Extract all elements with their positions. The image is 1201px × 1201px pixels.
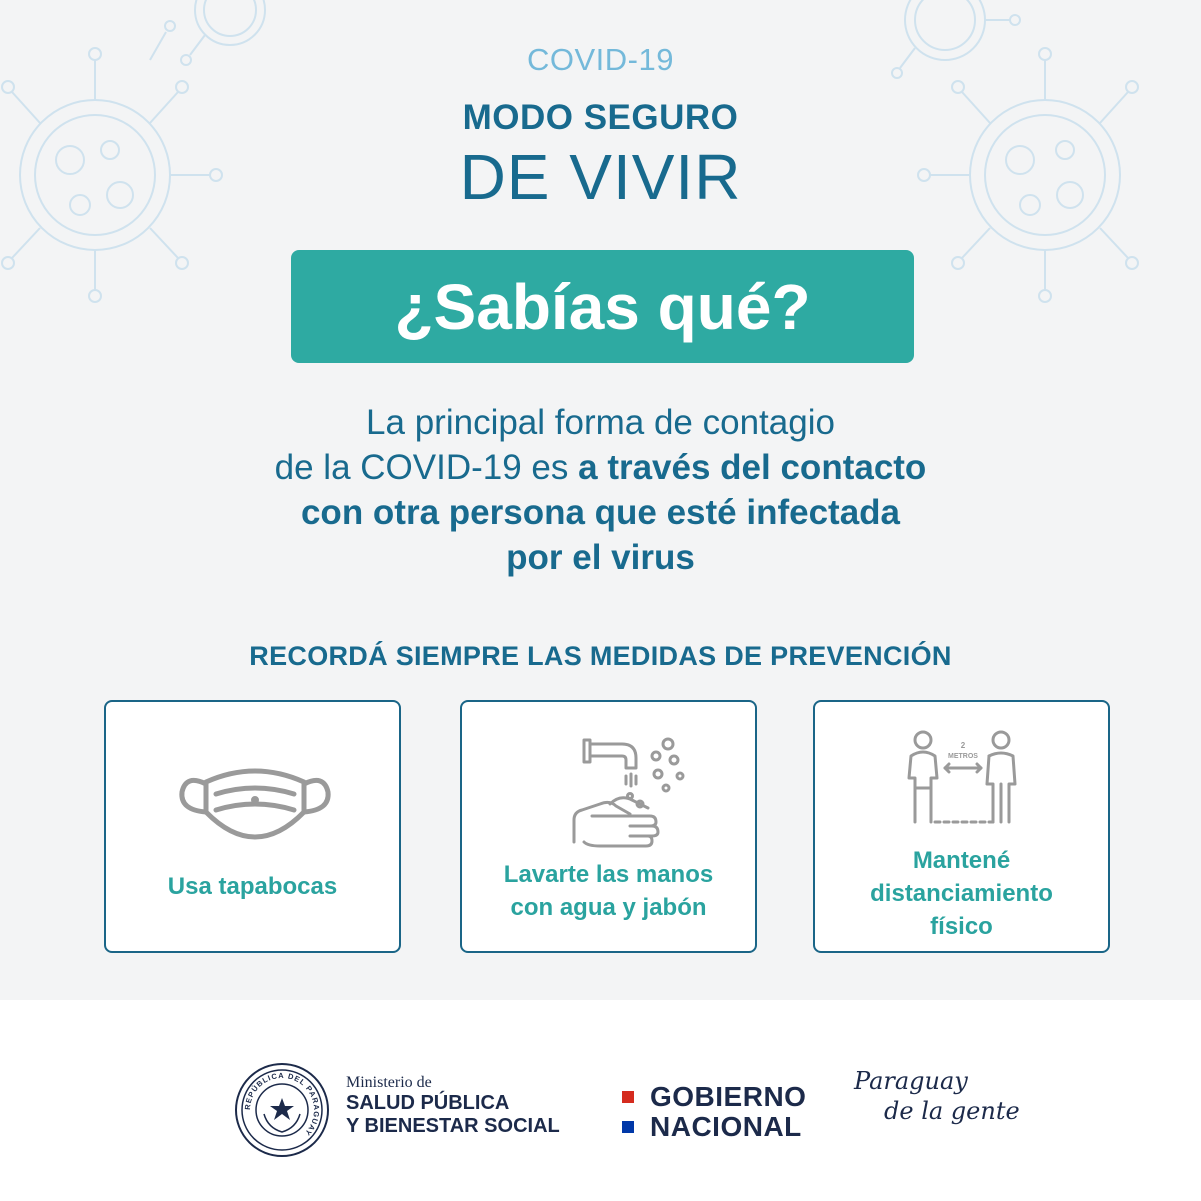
prevention-card-distance [813,700,1110,953]
message-line-1: La principal forma de contagio [366,403,835,442]
distance-unit: METROS [948,753,978,760]
prevention-heading: RECORDÁ SIEMPRE LAS MEDIDAS DE PREVENCIÓN [249,641,952,671]
seal-text: REPÚBLICA DEL PARAGUAY [242,1070,322,1138]
card-caption [815,844,1108,943]
ministry-small-text: Ministerio de [346,1074,432,1091]
card-caption [462,858,755,924]
message-line-2-regular: de la COVID-19 es [274,448,579,487]
paraguay-de-la-gente-logo [854,1066,1020,1126]
red-square-icon [622,1091,634,1103]
caption-line: con agua y jabón [510,894,707,921]
gobierno-nacional-logo [622,1082,806,1142]
title-line-1: MODO SEGURO [462,98,739,137]
message-line-3 [100,490,1101,535]
national-seal-icon [234,1062,330,1158]
message-line-2-bold: a través del contacto [578,448,927,487]
ministry-logo [346,1074,560,1138]
blue-square-icon [622,1121,634,1133]
main-message [100,400,1101,580]
caption-line: Usa tapabocas [167,873,338,900]
ministry-line-2: Y BIENESTAR SOCIAL [346,1115,560,1137]
message-line-4-bold: por el virus [506,538,695,577]
distance-number: 2 [960,741,966,750]
covid-label: COVID-19 [527,42,674,77]
message-line-3-bold: con otra persona que esté infectada [300,493,901,532]
gob-line-1: GOBIERNO [650,1081,807,1112]
banner-text: ¿Sabías qué? [394,270,811,343]
title-line-2: DE VIVIR [459,141,742,213]
prevention-card-mask [104,700,401,953]
caption-line: Lavarte las manos [503,861,714,888]
message-line-2 [100,445,1101,490]
gob-line-2: NACIONAL [650,1111,802,1142]
caption-line: Mantené [912,847,1011,874]
social-distance-icon [893,728,1033,828]
footer [0,1000,1201,1201]
card-caption [106,870,399,903]
ministry-line-1: SALUD PÚBLICA [346,1092,510,1114]
face-mask-icon [178,762,333,852]
did-you-know-banner [291,250,914,363]
caption-line: distanciamiento [870,880,1053,907]
tagline-line-2: de la gente [884,1097,1020,1125]
message-line-4 [100,535,1101,580]
hand-washing-icon [570,734,690,852]
prevention-card-handwash [460,700,757,953]
tagline-line-1: Paraguay [854,1067,968,1095]
caption-line: físico [930,913,993,940]
